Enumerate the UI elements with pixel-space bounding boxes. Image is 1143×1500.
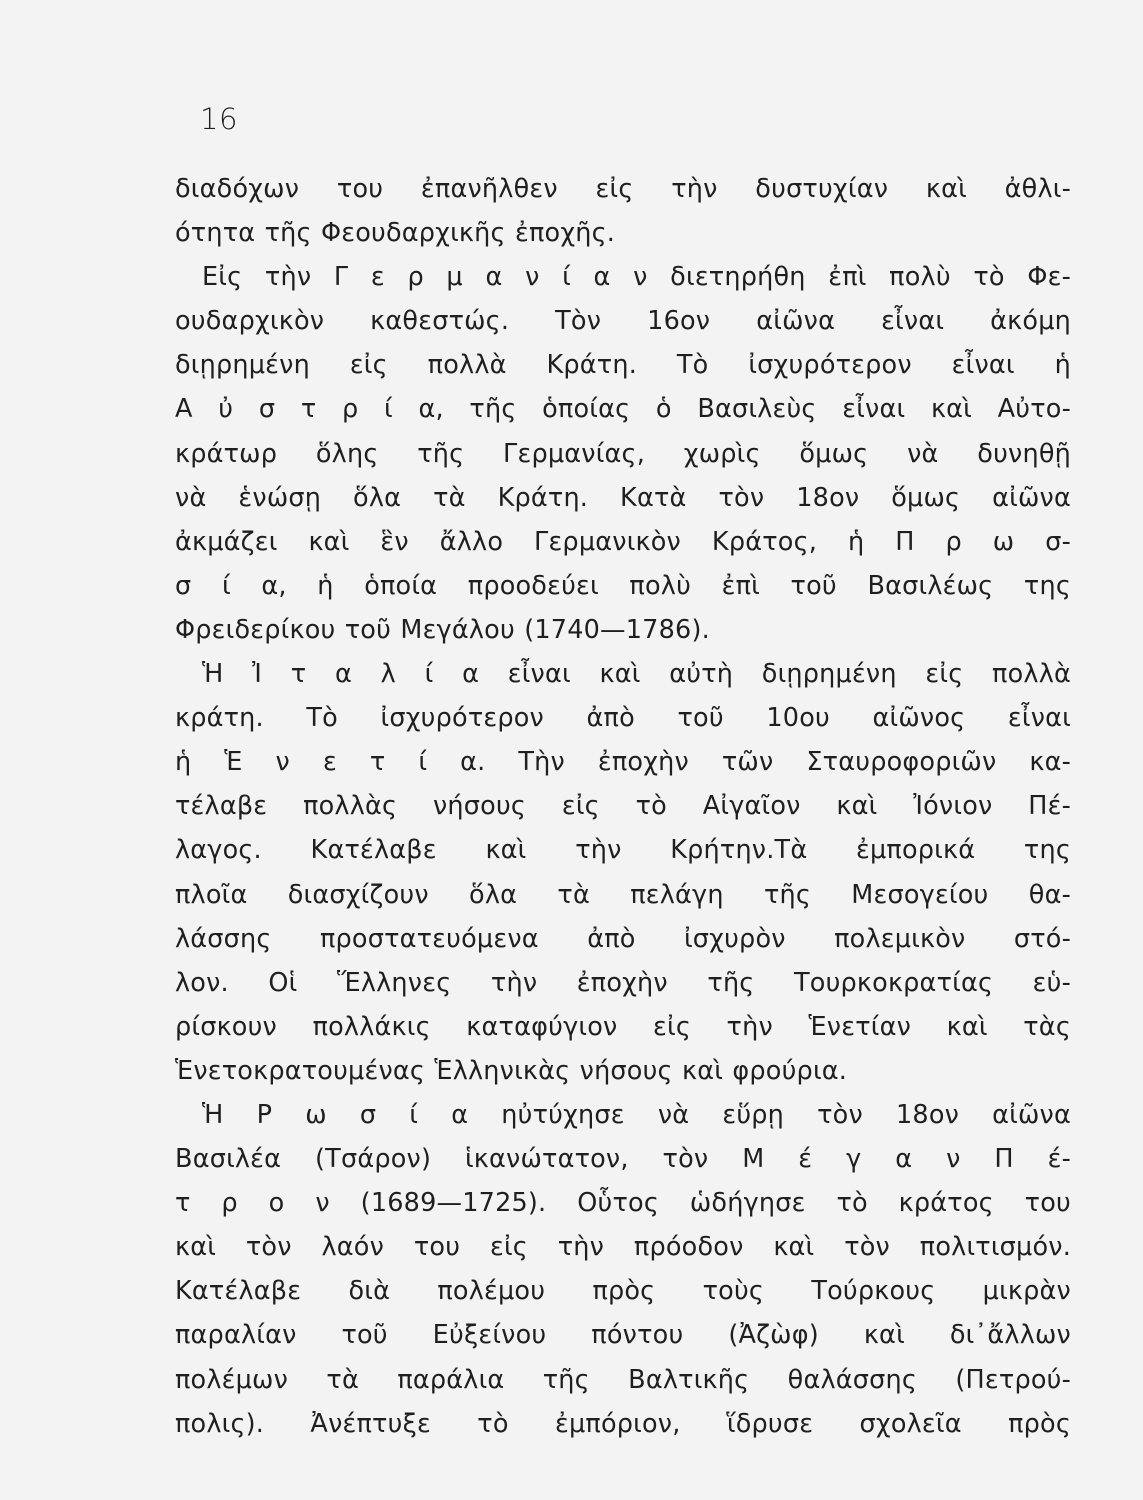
text-line: διῃρημένη εἰς πολλὰ Κράτη. Τὸ ἰσχυρότερον εἶναι ἡ bbox=[175, 350, 1071, 381]
text-line: ἀκμάζει καὶ ἓν ἄλλο Γερμανικὸν Κράτος, ἡ Π ρ ω σ- bbox=[175, 526, 1071, 557]
text-line: πολέμων τὰ παράλια τῆς Βαλτικῆς θαλάσσης (Πετρού- bbox=[175, 1364, 1071, 1395]
text-line: Εἰς τὴν Γ ε ρ μ α ν ί α ν διετηρήθη ἐπὶ πολὺ τὸ Φε- bbox=[202, 262, 1071, 293]
text-line: κράτωρ ὅλης τῆς Γερμανίας, χωρὶς ὅμως νὰ δυνηθῇ bbox=[175, 438, 1071, 469]
text-line: Φρειδερίκου τοῦ Μεγάλου (1740—1786). bbox=[175, 614, 710, 645]
text-line: παραλίαν τοῦ Εὐξείνου πόντου (Ἀζὼφ) καὶ δι᾽ἄλλων bbox=[175, 1320, 1071, 1351]
body-text bbox=[175, 167, 1071, 1446]
text-line: Βασιλέα (Τσάρον) ἱκανώτατον, τὸν Μ έ γ α ν Π έ- bbox=[175, 1144, 1071, 1175]
text-line: λον. Οἱ Ἕλληνες τὴν ἐποχὴν τῆς Τουρκοκρατίας εὑ- bbox=[175, 967, 1071, 998]
text-line: διαδόχων του ἐπανῆλθεν εἰς τὴν δυστυχίαν καὶ ἀθλι- bbox=[175, 174, 1071, 204]
text-line: τ ρ ο ν (1689—1725). Οὗτος ὡδήγησε τὸ κράτος του bbox=[175, 1188, 1071, 1219]
text-line: ἡ Ἑ ν ε τ ί α. Τὴν ἐποχὴν τῶν Σταυροφοριῶν κα- bbox=[175, 747, 1071, 778]
text-line: ότητα τῆς Φεουδαρχικῆς ἐποχῆς. bbox=[175, 218, 616, 249]
text-line: ρίσκουν πολλάκις καταφύγιον εἰς τὴν Ἑνετίαν καὶ τὰς bbox=[175, 1011, 1071, 1042]
text-line: Ἡ Ἰ τ α λ ί α εἶναι καὶ αὐτὴ διῃρημένη εἰς πολλὰ bbox=[202, 659, 1071, 690]
page-number: 16 bbox=[200, 102, 238, 136]
text-line: Κατέλαβε διὰ πολέμου πρὸς τοὺς Τούρκους μικρὰν bbox=[175, 1276, 1071, 1307]
text-line: πλοῖα διασχίζουν ὅλα τὰ πελάγη τῆς Μεσογείου θα- bbox=[175, 879, 1071, 910]
text-line: νὰ ἑνώσῃ ὅλα τὰ Κράτη. Κατὰ τὸν 18ον ὅμως αἰῶνα bbox=[175, 482, 1071, 513]
text-line: πολις). Ἀνέπτυξε τὸ ἐμπόριον, ἵδρυσε σχολεῖα πρὸς bbox=[175, 1408, 1071, 1439]
text-line: Ἡ Ρ ω σ ί α ηὐτύχησε νὰ εὕρῃ τὸν 18ον αἰῶνα bbox=[202, 1099, 1071, 1130]
text-line: τέλαβε πολλὰς νήσους εἰς τὸ Αἰγαῖον καὶ Ἰόνιον Πέ- bbox=[175, 791, 1071, 822]
text-line: λαγος. Κατέλαβε καὶ τὴν Κρήτην.Τὰ ἐμπορικά της bbox=[175, 835, 1071, 866]
text-line: σ ί α, ἡ ὁποία προοδεύει πολὺ ἐπὶ τοῦ Βασιλέως της bbox=[175, 570, 1071, 601]
text-line: καὶ τὸν λαόν του εἰς τὴν πρόοδον καὶ τὸν πολιτισμόν. bbox=[175, 1232, 1071, 1263]
text-line: κράτη. Τὸ ἰσχυρότερον ἀπὸ τοῦ 10ου αἰῶνος εἶναι bbox=[175, 703, 1071, 734]
text-line: Α ὐ σ τ ρ ί α, τῆς ὁποίας ὁ Βασιλεὺς εἶναι καὶ Αὐτο- bbox=[175, 394, 1071, 425]
text-line: ουδαρχικὸν καθεστώς. Τὸν 16ον αἰῶνα εἶναι ἀκόμη bbox=[175, 306, 1071, 337]
text-line: λάσσης προστατευόμενα ἀπὸ ἰσχυρὸν πολεμικὸν στό- bbox=[175, 923, 1071, 954]
text-line: Ἑνετοκρατουμένας Ἑλληνικὰς νήσους καὶ φρούρια. bbox=[175, 1055, 848, 1086]
